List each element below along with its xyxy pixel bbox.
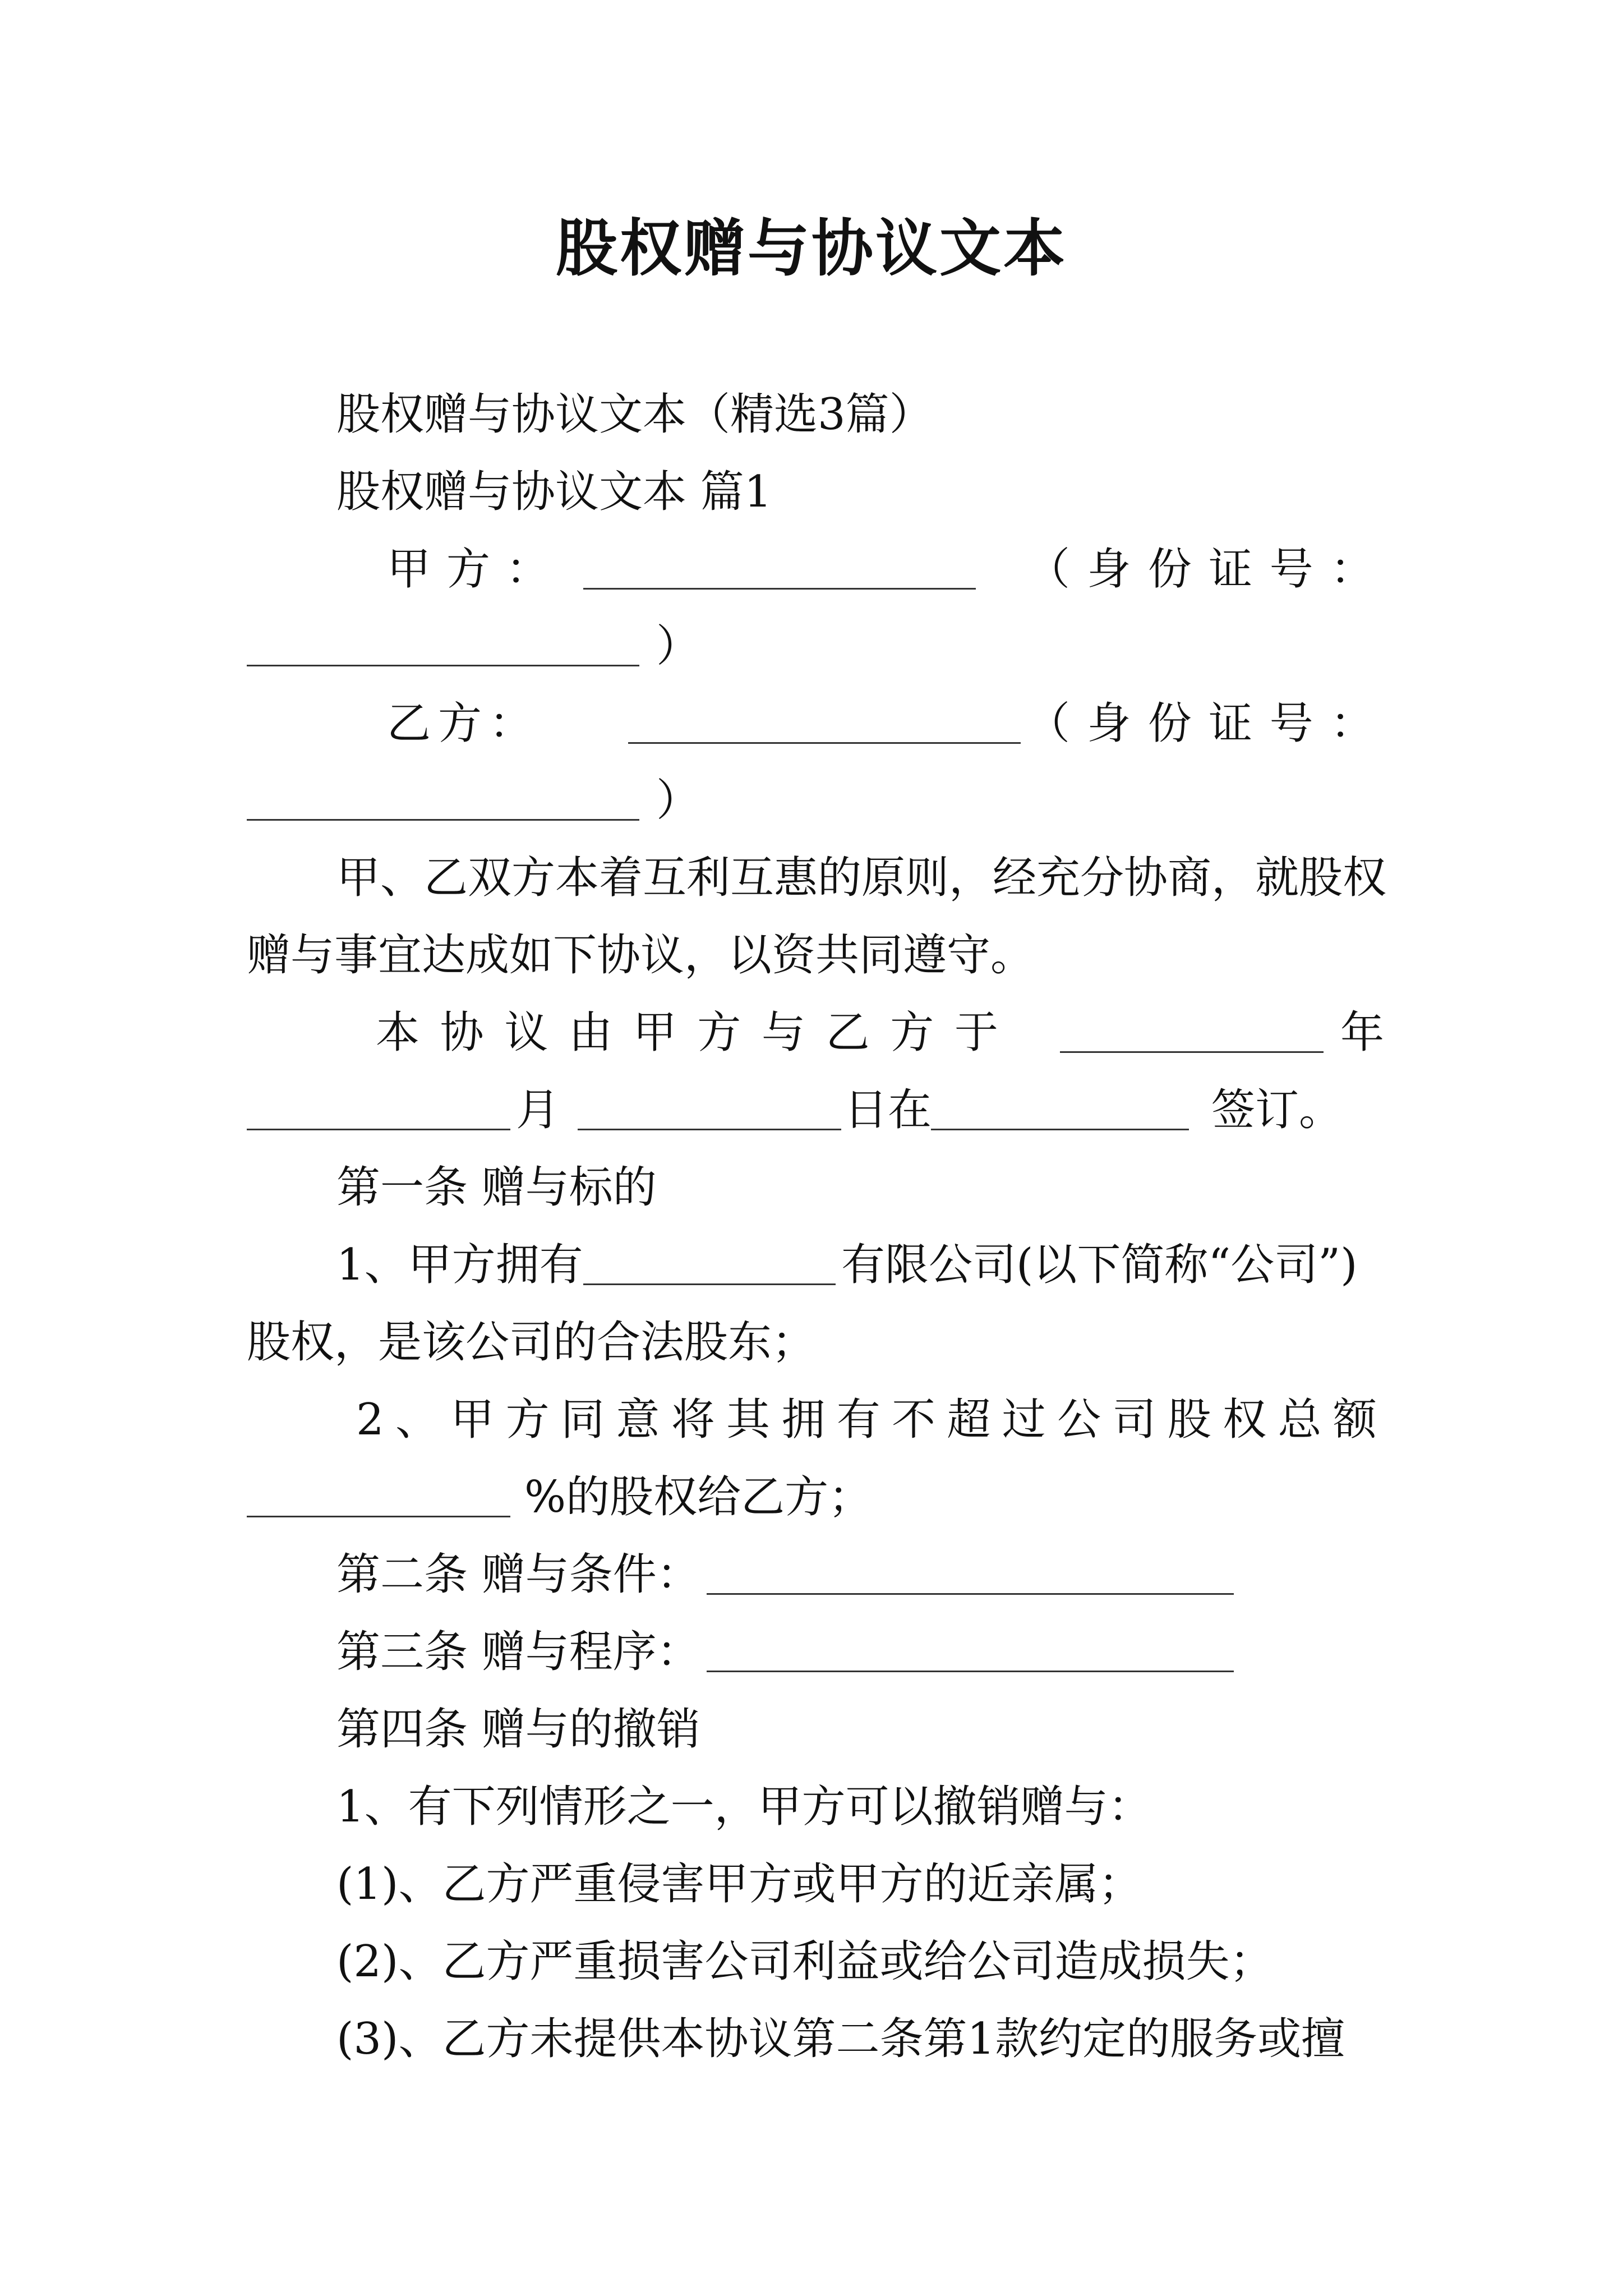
party-a-id-blank[interactable] xyxy=(247,665,639,666)
party-a-name-blank[interactable] xyxy=(583,588,976,590)
signing-place-blank[interactable] xyxy=(931,1129,1189,1130)
article-1-item-1-prefix: 1、甲方拥有 xyxy=(336,1240,583,1290)
signing-day-label: 日在 xyxy=(844,1085,932,1135)
signing-day-blank[interactable] xyxy=(578,1129,841,1130)
article-1-item-2-line-2: %的股权给乙方； xyxy=(524,1472,873,1522)
gift-procedure-blank[interactable] xyxy=(707,1671,1234,1672)
article-1-item-2: 2 、 甲 方 同 意 将 其 拥 有 不 超 过 公 司 股 权 总 额 xyxy=(356,1395,1377,1445)
signing-year-blank[interactable] xyxy=(1060,1051,1324,1053)
article-2-heading: 第二条 赠与条件： xyxy=(336,1549,700,1600)
article-4-item-1: 1、有下列情形之一，甲方可以撤销赠与： xyxy=(336,1782,1152,1832)
gift-conditions-blank[interactable] xyxy=(707,1593,1234,1595)
article-1-item-1-line-2: 股权，是该公司的合法股东； xyxy=(247,1317,816,1368)
signing-signed-label: 签订。 xyxy=(1211,1085,1343,1135)
signing-year-label: 年 xyxy=(1340,1007,1385,1058)
party-a-id-close: ） xyxy=(656,621,700,671)
party-a-label: 甲 方 ： xyxy=(387,544,550,595)
signing-month-label: 月 xyxy=(516,1085,560,1135)
article-1-item-1-suffix: 有限公司(以下简称“公司”) xyxy=(841,1240,1358,1290)
party-b-id-close: ） xyxy=(656,775,700,826)
share-percent-blank[interactable] xyxy=(247,1516,510,1517)
document-title: 股权赠与协议文本 xyxy=(556,212,1067,284)
article-4-heading: 第四条 赠与的撤销 xyxy=(336,1704,700,1755)
chapter-heading: 股权赠与协议文本 篇1 xyxy=(336,467,772,517)
company-name-blank[interactable] xyxy=(583,1283,836,1285)
document-subtitle: 股权赠与协议文本（精选3篇） xyxy=(336,389,933,440)
party-a-id-label: （ 身 份 证 号 ： xyxy=(1026,544,1374,595)
party-b-id-blank[interactable] xyxy=(247,819,639,821)
intro-line-1: 甲、乙双方本着互利互惠的原则，经充分协商，就股权 xyxy=(336,853,1387,903)
article-1-heading: 第一条 赠与标的 xyxy=(336,1162,657,1213)
article-4-sub-1: (1)、乙方严重侵害甲方或甲方的近亲属； xyxy=(336,1859,1142,1910)
article-4-sub-2: (2)、乙方严重损害公司利益或给公司造成损失； xyxy=(336,1936,1274,1987)
signing-statement: 本 协 议 由 甲 方 与 乙 方 于 xyxy=(376,1007,998,1058)
party-b-label: 乙 方 ： xyxy=(387,698,533,749)
party-b-name-blank[interactable] xyxy=(628,742,1021,744)
signing-month-blank[interactable] xyxy=(247,1129,510,1130)
intro-line-2: 赠与事宜达成如下协议，以资共同遵守。 xyxy=(247,930,1035,981)
article-4-sub-3: (3)、乙方未提供本协议第二条第1款约定的服务或擅 xyxy=(336,2014,1345,2064)
article-3-heading: 第三条 赠与程序： xyxy=(336,1627,700,1677)
party-b-id-label: （ 身 份 证 号 ： xyxy=(1026,698,1374,749)
